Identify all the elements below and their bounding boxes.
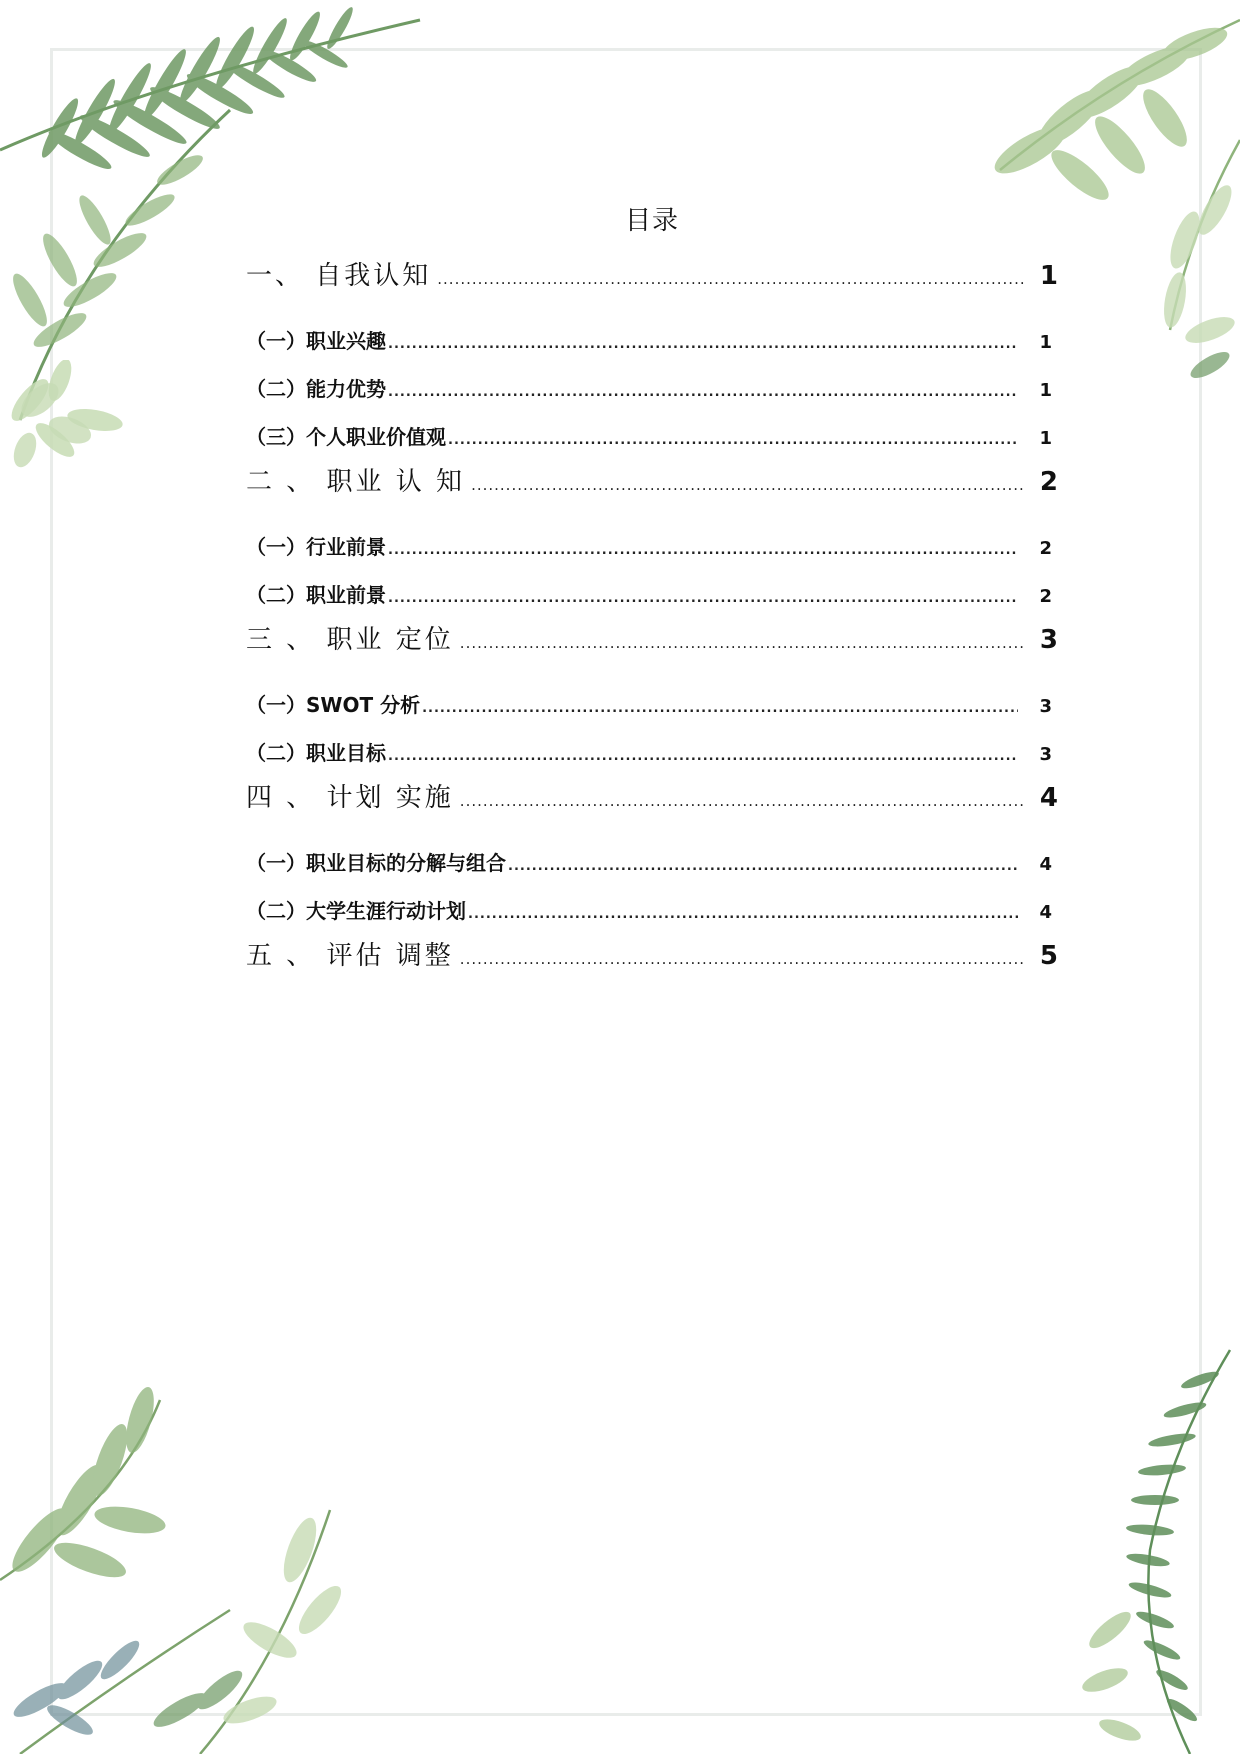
toc-entry-label: 四 、 计划 实施 [246,783,454,813]
toc-entry-label: （一）行业前景 [246,535,386,559]
toc-dot-leader [388,369,1018,417]
toc-entry-subsection[interactable] [246,317,1058,365]
toc-dot-leader [468,891,1018,939]
toc-page-number: 1 [1039,380,1052,401]
toc-entry-label: （三）个人职业价值观 [246,425,446,449]
toc-page-number: 1 [1039,428,1052,449]
toc-dot-leader [388,321,1018,369]
toc-entry-subsection[interactable] [246,523,1058,571]
toc-entry-label: 五 、 评估 调整 [246,941,454,971]
toc-entry-label: （二）职业目标 [246,741,386,765]
toc-entry-section[interactable] [246,255,1058,297]
toc-dot-leader [460,780,1024,822]
toc-entry-subsection[interactable] [246,413,1058,461]
toc-entry-subsection[interactable] [246,365,1058,413]
toc-page-number: 1 [1039,261,1058,291]
toc-entry-label: （二）能力优势 [246,377,386,401]
toc-entry-label: 一、 自我认知 [246,261,432,291]
toc-page-number: 2 [1039,538,1052,559]
leaf-decoration-bottom-left [0,1380,420,1754]
toc-entry-subsection[interactable] [246,839,1058,887]
toc-page-number: 3 [1039,744,1052,765]
toc-entry-section[interactable] [246,935,1058,977]
toc-dot-leader [471,464,1024,506]
toc-dot-leader [422,685,1018,733]
toc-entry-label: （一）职业兴趣 [246,329,386,353]
toc-page-number: 3 [1039,696,1052,717]
toc-page-number: 1 [1039,332,1052,353]
toc-entry-section[interactable] [246,461,1058,503]
toc-entry-label: （二）职业前景 [246,583,386,607]
toc-dot-leader [388,733,1018,781]
toc-dot-leader [388,527,1018,575]
toc-page-number: 5 [1039,941,1058,971]
toc-page-number: 3 [1039,625,1058,655]
toc-dot-leader [460,938,1024,980]
fern-decoration-bottom-right [1080,1330,1240,1754]
leaf-decoration-left [0,360,140,480]
toc-entry-label: （一）SWOT 分析 [246,693,421,717]
toc-dot-leader [448,417,1018,465]
toc-entry-subsection[interactable] [246,571,1058,619]
toc-entry-subsection[interactable] [246,729,1058,777]
toc-entry-label: 二 、 职业 认 知 [246,467,466,497]
toc-entry-subsection[interactable] [246,681,1058,729]
toc-entry-label: （二）大学生涯行动计划 [246,899,466,923]
toc-entry-label: 三 、 职业 定位 [246,625,454,655]
toc-page-number: 4 [1039,854,1052,875]
table-of-contents [246,200,1058,977]
toc-entry-section[interactable] [246,777,1058,819]
toc-dot-leader [460,622,1024,664]
toc-entry-label: （一）职业目标的分解与组合 [246,851,506,875]
toc-page-number: 4 [1039,783,1058,813]
toc-title: 目录 [624,206,679,236]
toc-entry-subsection[interactable] [246,887,1058,935]
toc-dot-leader [388,575,1018,623]
toc-page-number: 2 [1039,586,1052,607]
toc-page-number: 4 [1039,902,1052,923]
toc-dot-leader [437,258,1024,300]
toc-dot-leader [508,843,1018,891]
toc-page-number: 2 [1039,467,1058,497]
toc-entry-section[interactable] [246,619,1058,661]
